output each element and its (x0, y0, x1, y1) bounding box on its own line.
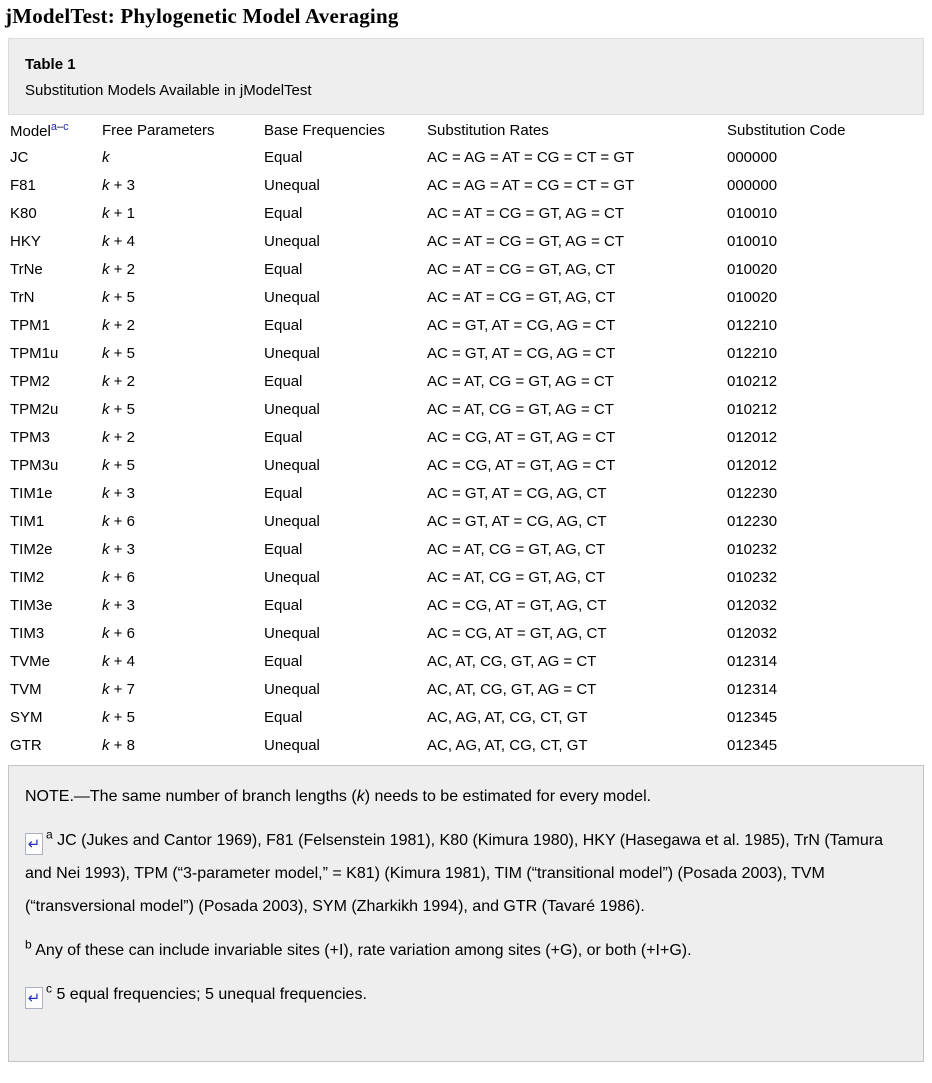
free-parameters-cell: k + 2 (102, 260, 135, 278)
substitution-code-cell: 012012 (727, 456, 778, 474)
footnote-c-text: 5 equal frequencies; 5 unequal frequencies. (52, 986, 367, 1003)
table-caption-label: Table 1 (25, 56, 76, 73)
free-parameters-cell: k + 6 (102, 512, 135, 530)
footnote-a-marker: a (46, 827, 53, 842)
model-cell: HKY (10, 232, 41, 250)
free-parameters-cell: k + 6 (102, 624, 135, 642)
model-cell: TIM1 (10, 512, 45, 530)
model-cell: GTR (10, 736, 42, 754)
page-title: jModelTest: Phylogenetic Model Averaging (5, 4, 399, 28)
substitution-rates-cell: AC, AT, CG, GT, AG = CT (427, 680, 597, 698)
note-general-italic-k: k (356, 788, 365, 805)
substitution-code-cell: 012230 (727, 484, 778, 502)
free-parameters-cell: k + 1 (102, 204, 135, 222)
table-row (10, 171, 922, 199)
substitution-rates-cell: AC = AT, CG = GT, AG = CT (427, 400, 614, 418)
table-row (10, 143, 922, 171)
model-footnote-refs (51, 121, 69, 133)
note-general-text-end: ) needs to be estimated for every model. (364, 788, 652, 805)
table-row (10, 395, 922, 423)
substitution-rates-cell: AC = AT, CG = GT, AG = CT (427, 372, 614, 390)
table-row (10, 451, 922, 479)
free-parameters-cell: k + 4 (102, 652, 135, 670)
base-frequencies-cell: Unequal (264, 176, 320, 194)
footnote-a (25, 824, 907, 923)
substitution-rates-cell: AC = GT, AT = CG, AG, CT (427, 512, 607, 530)
footnote-b-marker: b (25, 937, 32, 952)
free-parameters-cell: k + 6 (102, 568, 135, 586)
free-parameters-cell: k + 4 (102, 232, 135, 250)
model-cell: F81 (10, 176, 36, 194)
base-frequencies-cell: Equal (264, 260, 303, 278)
model-cell: TPM1u (10, 344, 59, 362)
base-frequencies-cell: Unequal (264, 680, 320, 698)
substitution-rates-cell: AC = AT = CG = GT, AG, CT (427, 288, 616, 306)
footnote-ref-c-link[interactable]: c (63, 120, 69, 133)
table-row (10, 227, 922, 255)
model-cell: TVM (10, 680, 42, 698)
base-frequencies-cell: Equal (264, 204, 303, 222)
col-header-substitution-rates: Substitution Rates (427, 121, 549, 139)
table-row (10, 731, 922, 759)
table-header-row (10, 117, 922, 143)
substitution-rates-cell: AC = AT = CG = GT, AG, CT (427, 260, 616, 278)
model-cell: TIM3 (10, 624, 45, 642)
substitution-rates-cell: AC = AT, CG = GT, AG, CT (427, 540, 606, 558)
table-row (10, 535, 922, 563)
base-frequencies-cell: Unequal (264, 512, 320, 530)
free-parameters-cell: k + 3 (102, 540, 135, 558)
substitution-code-cell: 010010 (727, 204, 778, 222)
model-cell: TPM3u (10, 456, 59, 474)
footnote-c (25, 978, 907, 1011)
substitution-rates-cell: AC, AG, AT, CG, CT, GT (427, 708, 588, 726)
table-caption-title: Substitution Models Available in jModelTest (25, 82, 312, 99)
base-frequencies-cell: Unequal (264, 456, 320, 474)
table-row (10, 647, 922, 675)
footnote-b-text: Any of these can include invariable sites (+I), rate variation among sites (+G), or both (+I+G). (31, 942, 692, 959)
model-cell: TrNe (10, 260, 43, 278)
model-cell: TIM1e (10, 484, 53, 502)
substitution-code-cell: 010232 (727, 540, 778, 558)
model-cell: TrN (10, 288, 35, 306)
substitution-code-cell: 012345 (727, 708, 778, 726)
base-frequencies-cell: Equal (264, 484, 303, 502)
base-frequencies-cell: Unequal (264, 232, 320, 250)
substitution-code-cell: 012210 (727, 344, 778, 362)
footnote-c-marker: c (46, 981, 52, 996)
substitution-rates-cell: AC = AG = AT = CG = CT = GT (427, 148, 635, 166)
substitution-code-cell: 012032 (727, 624, 778, 642)
model-cell: TPM2 (10, 372, 51, 390)
table-row (10, 367, 922, 395)
substitution-code-cell: 012210 (727, 316, 778, 334)
base-frequencies-cell: Equal (264, 316, 303, 334)
substitution-code-cell: 010020 (727, 288, 778, 306)
free-parameters-cell: k + 7 (102, 680, 135, 698)
note-general (25, 780, 907, 813)
note-general-text: NOTE.—The same number of branch lengths ( (25, 788, 357, 805)
model-cell: TIM2e (10, 540, 53, 558)
substitution-rates-cell: AC = AT, CG = GT, AG, CT (427, 568, 606, 586)
substitution-code-cell: 010010 (727, 232, 778, 250)
table-row (10, 479, 922, 507)
table-body (10, 143, 922, 759)
base-frequencies-cell: Unequal (264, 568, 320, 586)
substitution-rates-cell: AC = AT = CG = GT, AG = CT (427, 232, 625, 250)
base-frequencies-cell: Unequal (264, 344, 320, 362)
table-notes-box (8, 765, 924, 1062)
substitution-rates-cell: AC = CG, AT = GT, AG = CT (427, 428, 616, 446)
base-frequencies-cell: Equal (264, 540, 303, 558)
model-cell: K80 (10, 204, 37, 222)
table-row (10, 619, 922, 647)
free-parameters-cell: k + 5 (102, 344, 135, 362)
free-parameters-cell: k + 2 (102, 372, 135, 390)
substitution-code-cell: 012314 (727, 680, 778, 698)
substitution-rates-cell: AC = GT, AT = CG, AG = CT (427, 344, 616, 362)
substitution-rates-cell: AC = AG = AT = CG = CT = GT (427, 176, 635, 194)
col-header-model (10, 117, 102, 143)
substitution-code-cell: 000000 (727, 148, 778, 166)
free-parameters-cell: k + 5 (102, 400, 135, 418)
footnote-ref-a-link[interactable]: a (50, 120, 57, 133)
free-parameters-cell: k + 2 (102, 316, 135, 334)
col-header-base-frequencies: Base Frequencies (264, 121, 385, 139)
substitution-code-cell: 010212 (727, 400, 778, 418)
substitution-rates-cell: AC, AT, CG, GT, AG = CT (427, 652, 597, 670)
model-cell: JC (10, 148, 29, 166)
base-frequencies-cell: Equal (264, 652, 303, 670)
substitution-code-cell: 010020 (727, 260, 778, 278)
col-header-substitution-code: Substitution Code (727, 121, 846, 139)
model-cell: TPM1 (10, 316, 51, 334)
table-row (10, 675, 922, 703)
free-parameters-cell: k (102, 148, 110, 166)
substitution-code-cell: 012314 (727, 652, 778, 670)
footnote-b (25, 934, 907, 967)
substitution-code-cell: 012032 (727, 596, 778, 614)
col-header-free-parameters: Free Parameters (102, 121, 215, 139)
model-cell: TPM3 (10, 428, 51, 446)
table-row (10, 563, 922, 591)
table-row (10, 283, 922, 311)
table-row (10, 199, 922, 227)
substitution-code-cell: 012230 (727, 512, 778, 530)
free-parameters-cell: k + 2 (102, 428, 135, 446)
substitution-rates-cell: AC = CG, AT = GT, AG, CT (427, 624, 607, 642)
substitution-rates-cell: AC = GT, AT = CG, AG, CT (427, 484, 607, 502)
footnote-c-backlink-icon[interactable]: ↵ (25, 987, 43, 1009)
substitution-code-cell: 012345 (727, 736, 778, 754)
col-header-model-label: Model (10, 122, 51, 140)
substitution-rates-cell: AC = GT, AT = CG, AG = CT (427, 316, 616, 334)
base-frequencies-cell: Unequal (264, 624, 320, 642)
free-parameters-cell: k + 5 (102, 288, 135, 306)
base-frequencies-cell: Equal (264, 148, 303, 166)
base-frequencies-cell: Unequal (264, 736, 320, 754)
free-parameters-cell: k + 5 (102, 708, 135, 726)
model-cell: SYM (10, 708, 43, 726)
table-caption-box (8, 38, 924, 115)
free-parameters-cell: k + 3 (102, 596, 135, 614)
substitution-models-table (10, 117, 922, 759)
substitution-code-cell: 000000 (727, 176, 778, 194)
substitution-code-cell: 010232 (727, 568, 778, 586)
base-frequencies-cell: Equal (264, 596, 303, 614)
base-frequencies-cell: Equal (264, 372, 303, 390)
substitution-rates-cell: AC = CG, AT = GT, AG, CT (427, 596, 607, 614)
base-frequencies-cell: Equal (264, 428, 303, 446)
model-cell: TIM2 (10, 568, 45, 586)
substitution-code-cell: 010212 (727, 372, 778, 390)
base-frequencies-cell: Unequal (264, 288, 320, 306)
free-parameters-cell: k + 5 (102, 456, 135, 474)
footnote-a-text: JC (Jukes and Cantor 1969), F81 (Felsenstein 1981), K80 (Kimura 1980), HKY (Hasegawa et al. 1985), TrN (Tamura and Nei 1993), TPM (“3-parameter model,” = K81) (Kimura 1981), TIM (“transitional model”) (Posada 2003), TVM (“transversional model”) (Posada 2003), SYM (Zharkikh 1994), and GTR (Tavaré 1986). (25, 832, 883, 915)
substitution-rates-cell: AC = CG, AT = GT, AG = CT (427, 456, 616, 474)
model-cell: TPM2u (10, 400, 59, 418)
substitution-code-cell: 012012 (727, 428, 778, 446)
model-cell: TVMe (10, 652, 51, 670)
free-parameters-cell: k + 3 (102, 176, 135, 194)
table-row (10, 311, 922, 339)
base-frequencies-cell: Unequal (264, 400, 320, 418)
footnote-a-backlink-icon[interactable]: ↵ (25, 833, 43, 855)
model-cell: TIM3e (10, 596, 53, 614)
table-row (10, 591, 922, 619)
footnote-ref-dash: – (56, 120, 64, 133)
table-row (10, 703, 922, 731)
free-parameters-cell: k + 8 (102, 736, 135, 754)
table-row (10, 507, 922, 535)
free-parameters-cell: k + 3 (102, 484, 135, 502)
table-row (10, 339, 922, 367)
base-frequencies-cell: Equal (264, 708, 303, 726)
substitution-rates-cell: AC = AT = CG = GT, AG = CT (427, 204, 625, 222)
table-row (10, 255, 922, 283)
substitution-rates-cell: AC, AG, AT, CG, CT, GT (427, 736, 588, 754)
table-row (10, 423, 922, 451)
